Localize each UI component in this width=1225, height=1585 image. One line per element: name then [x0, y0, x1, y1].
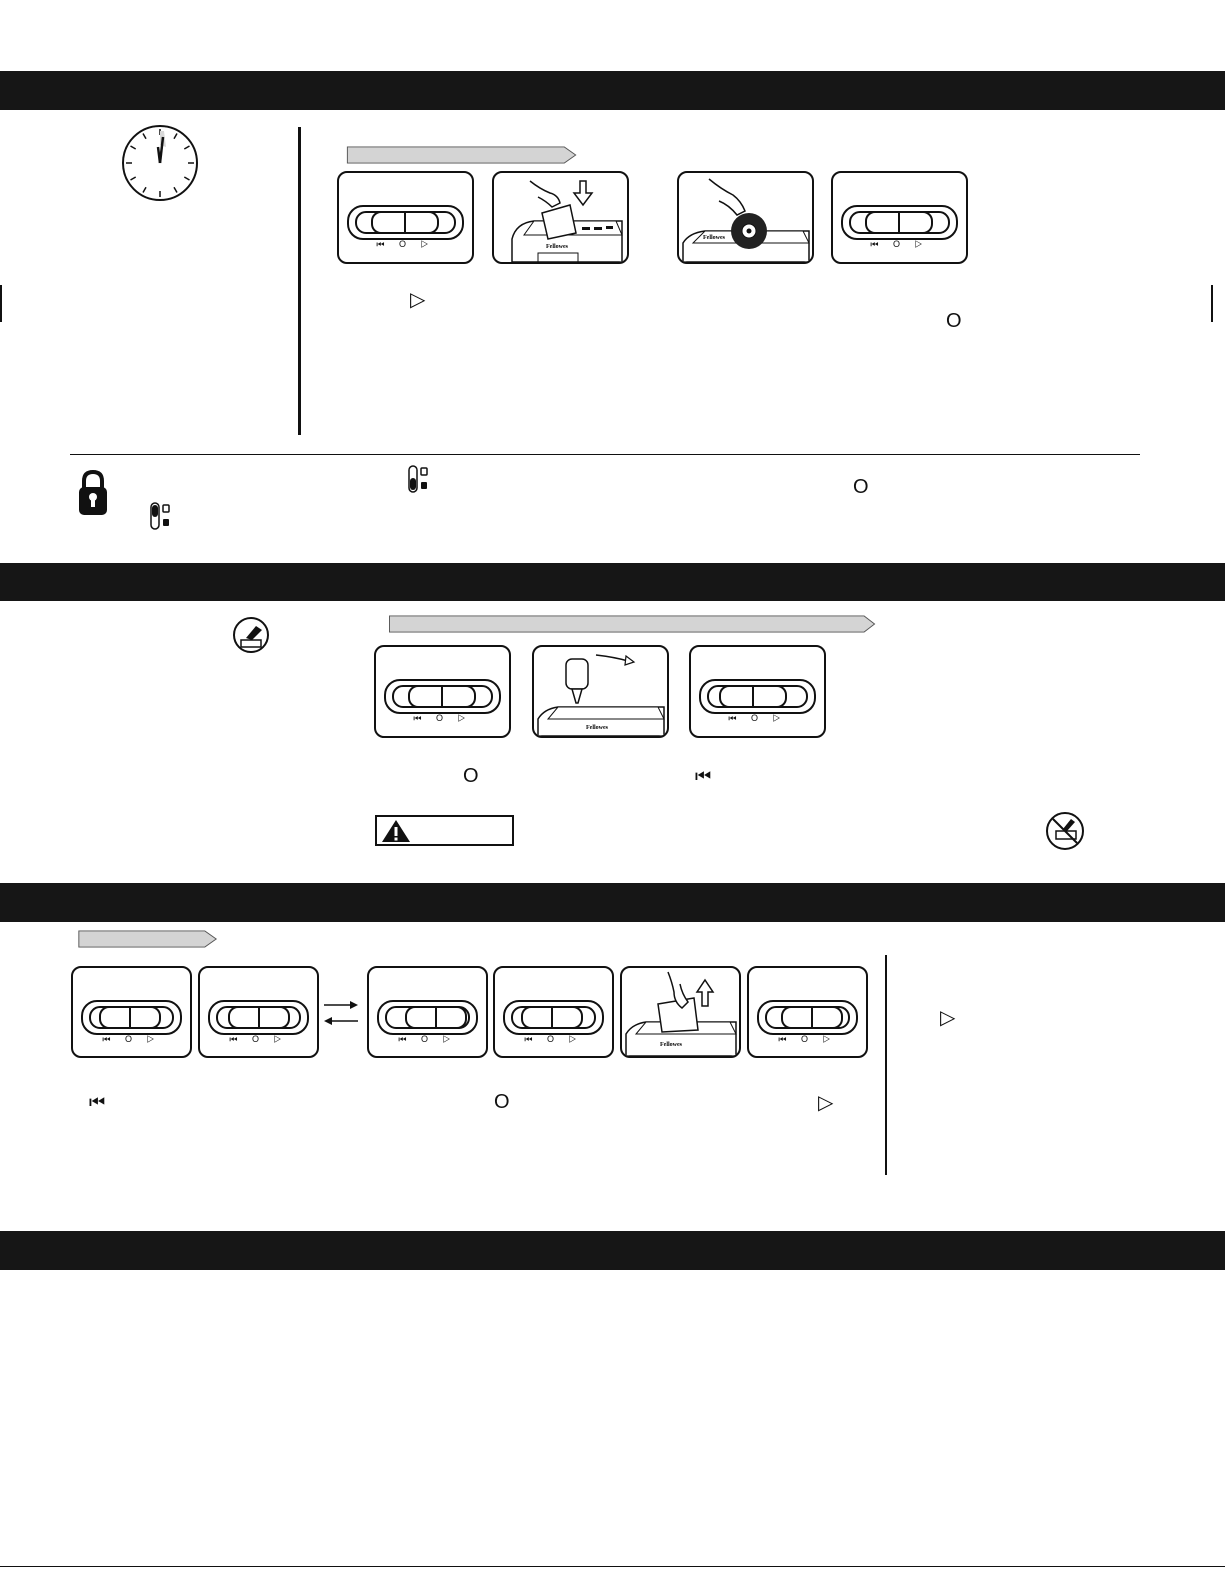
switch-outer: [503, 1000, 604, 1035]
clock-icon: [120, 123, 200, 203]
switch-panel-3: [367, 966, 488, 1058]
column-divider-3: [885, 955, 887, 1175]
switch-label: ⏮ O ▷: [413, 713, 472, 723]
switch-inner: [355, 211, 456, 234]
oil-icon: [232, 616, 270, 654]
switch-knob: [99, 1006, 161, 1029]
reverse-symbol: ⏮: [695, 766, 712, 786]
no-aerosol-icon: [1045, 811, 1085, 851]
switch-label: ⏮ O ▷: [778, 1034, 837, 1044]
off-symbol: O: [946, 310, 962, 332]
step-arrow-bar: [74, 930, 222, 948]
lock-slider-icon: [149, 501, 171, 531]
off-symbol: O: [463, 765, 479, 787]
switch-panel-reverse: [689, 645, 826, 738]
paper-removal-illustration: [620, 966, 741, 1058]
svg-text:Fellowes: Fellowes: [586, 725, 608, 731]
reverse-symbol: ⏮: [89, 1092, 106, 1112]
switch-outer: [208, 1000, 309, 1035]
warning-box: [375, 815, 514, 846]
switch-inner: [385, 1006, 470, 1029]
switch-inner: [707, 685, 808, 708]
lock-slider-icon: [407, 464, 429, 494]
switch-outer: [377, 1000, 478, 1035]
left-edge-mark: [0, 285, 2, 322]
switch-panel-6: [747, 966, 868, 1058]
switch-outer: [384, 679, 501, 714]
section-header-band-4: [0, 1231, 1225, 1270]
switch-inner: [511, 1006, 596, 1029]
switch-inner: [849, 211, 950, 234]
svg-text:Fellowes: Fellowes: [703, 235, 725, 241]
step-arrow-bar: [375, 615, 890, 633]
svg-text:Fellowes: Fellowes: [660, 1042, 682, 1048]
switch-panel-off: [374, 645, 511, 738]
lock-icon: [78, 470, 108, 516]
switch-inner: [765, 1006, 850, 1029]
section-header-band-2: [0, 563, 1225, 601]
section-header-band-1: [0, 71, 1225, 110]
switch-inner: [216, 1006, 301, 1029]
off-symbol: O: [494, 1091, 510, 1113]
switch-inner: [89, 1006, 174, 1029]
switch-knob: [719, 685, 787, 708]
right-edge-mark: [1211, 285, 1213, 322]
warning-icon: [381, 819, 411, 843]
switch-panel-2: [198, 966, 319, 1058]
step-arrow-bar: [340, 146, 584, 164]
switch-knob: [371, 211, 439, 234]
switch-inner: [392, 685, 493, 708]
switch-panel-on: [337, 171, 474, 264]
column-divider-1: [298, 127, 301, 435]
switch-label: ⏮ O ▷: [870, 239, 929, 249]
cd-insert-illustration: [677, 171, 814, 264]
toggle-arrows-icon: [322, 998, 360, 1028]
switch-outer: [699, 679, 816, 714]
play-symbol: ▷: [940, 1007, 956, 1029]
switch-label: ⏮ O ▷: [524, 1034, 583, 1044]
play-symbol: ▷: [818, 1092, 834, 1114]
switch-label: ⏮ O ▷: [229, 1034, 288, 1044]
paper-insert-illustration: [492, 171, 629, 264]
switch-outer: [757, 1000, 858, 1035]
section-divider-line: [70, 454, 1140, 455]
switch-panel-4: [493, 966, 614, 1058]
svg-text:Fellowes: Fellowes: [546, 244, 568, 250]
switch-label: ⏮ O ▷: [376, 239, 435, 249]
off-symbol: O: [853, 476, 869, 498]
switch-knob: [405, 1006, 467, 1029]
section-header-band-3: [0, 883, 1225, 922]
switch-knob: [521, 1006, 583, 1029]
switch-knob: [781, 1006, 843, 1029]
switch-label: ⏮ O ▷: [102, 1034, 161, 1044]
switch-knob: [865, 211, 933, 234]
switch-knob: [408, 685, 476, 708]
switch-outer: [347, 205, 464, 240]
switch-outer: [81, 1000, 182, 1035]
switch-label: ⏮ O ▷: [398, 1034, 457, 1044]
switch-knob: [228, 1006, 290, 1029]
switch-outer: [841, 205, 958, 240]
switch-panel-on-2: [831, 171, 968, 264]
switch-panel-1: [71, 966, 192, 1058]
switch-label: ⏮ O ▷: [728, 713, 787, 723]
footer-rule: [0, 1566, 1225, 1567]
play-symbol: ▷: [410, 289, 426, 311]
oil-application-illustration: [532, 645, 669, 738]
